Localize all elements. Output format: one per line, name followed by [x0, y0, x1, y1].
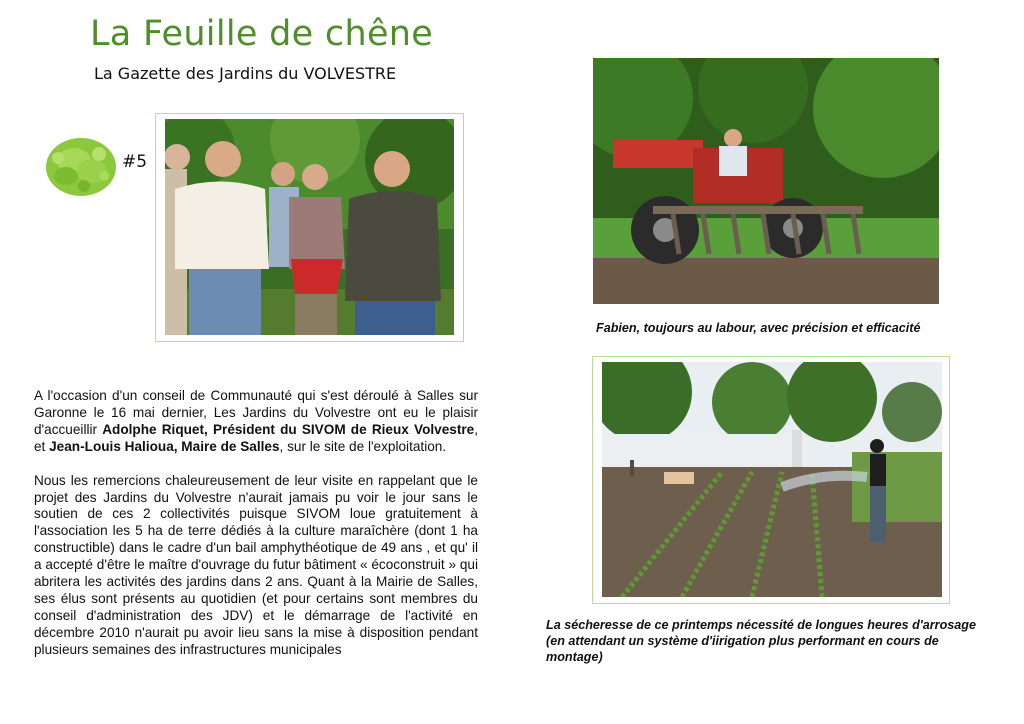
article-paragraph-2: Nous les remercions chaleureusement de leur visite en rappelant que le projet des Jardins du Volvestre n'aurait jamais pu voir le jour sans le soutien de ces 2 collectivités puisque SIVOM loue gratuitement à l'association les 5 ha de terre dédiés à la culture maraîchère (dont 1 ha constructible) dans le cadre d'un bail amphythéotique de 49 ans , et qu' il a accepté d'être le maître d'ouvrage du futur bâtiment « écoconstruit » qui abritera les activités des jardins dans 2 ans. Quant à la Mairie de Salles, ses élus sont présents au quotidien (et pour certains sont membres du conseil d'administration des JDV) et le démarrage de l'activité en décembre 2010 n'aurait pu avoir lieu sans la mise à disposition pendant plusieurs semaines des infrastructures municipales — [34, 472, 478, 657]
mayor-name: Jean-Louis Halioua, Maire de Salles — [49, 438, 280, 454]
article-body — [34, 388, 478, 676]
tractor-plowing-photo — [593, 58, 939, 304]
lettuce-logo-icon — [44, 136, 118, 202]
article-paragraph-1: A l'occasion d'un conseil de Communauté qui s'est déroulé à Salles sur Garonne le 16 mai dernier, Les Jardins du Volvestre ont eu le plaisir d'accueillir Adolphe Riquet, Président du SIVOM de Rieux Volvestre, et Jean-Louis Halioua, Maire de Salles, sur le site de l'exploitation. — [34, 388, 478, 454]
newsletter-subtitle: La Gazette des Jardins du VOLVESTRE — [94, 64, 397, 83]
visitors-group-photo — [165, 119, 454, 335]
field-watering-photo — [602, 362, 942, 597]
watering-photo-caption: La sécheresse de ce printemps nécessité de longues heures d'arrosage (en attendant un système d'iirigation plus performant en cours de montage) — [546, 618, 976, 664]
tractor-photo-caption: Fabien, toujours au labour, avec précision et efficacité — [596, 321, 921, 335]
issue-number: #5 — [122, 152, 148, 172]
president-name: Adolphe Riquet, Président du SIVOM de Rieux Volvestre — [102, 421, 475, 437]
newsletter-title: La Feuille de chêne — [90, 14, 434, 54]
